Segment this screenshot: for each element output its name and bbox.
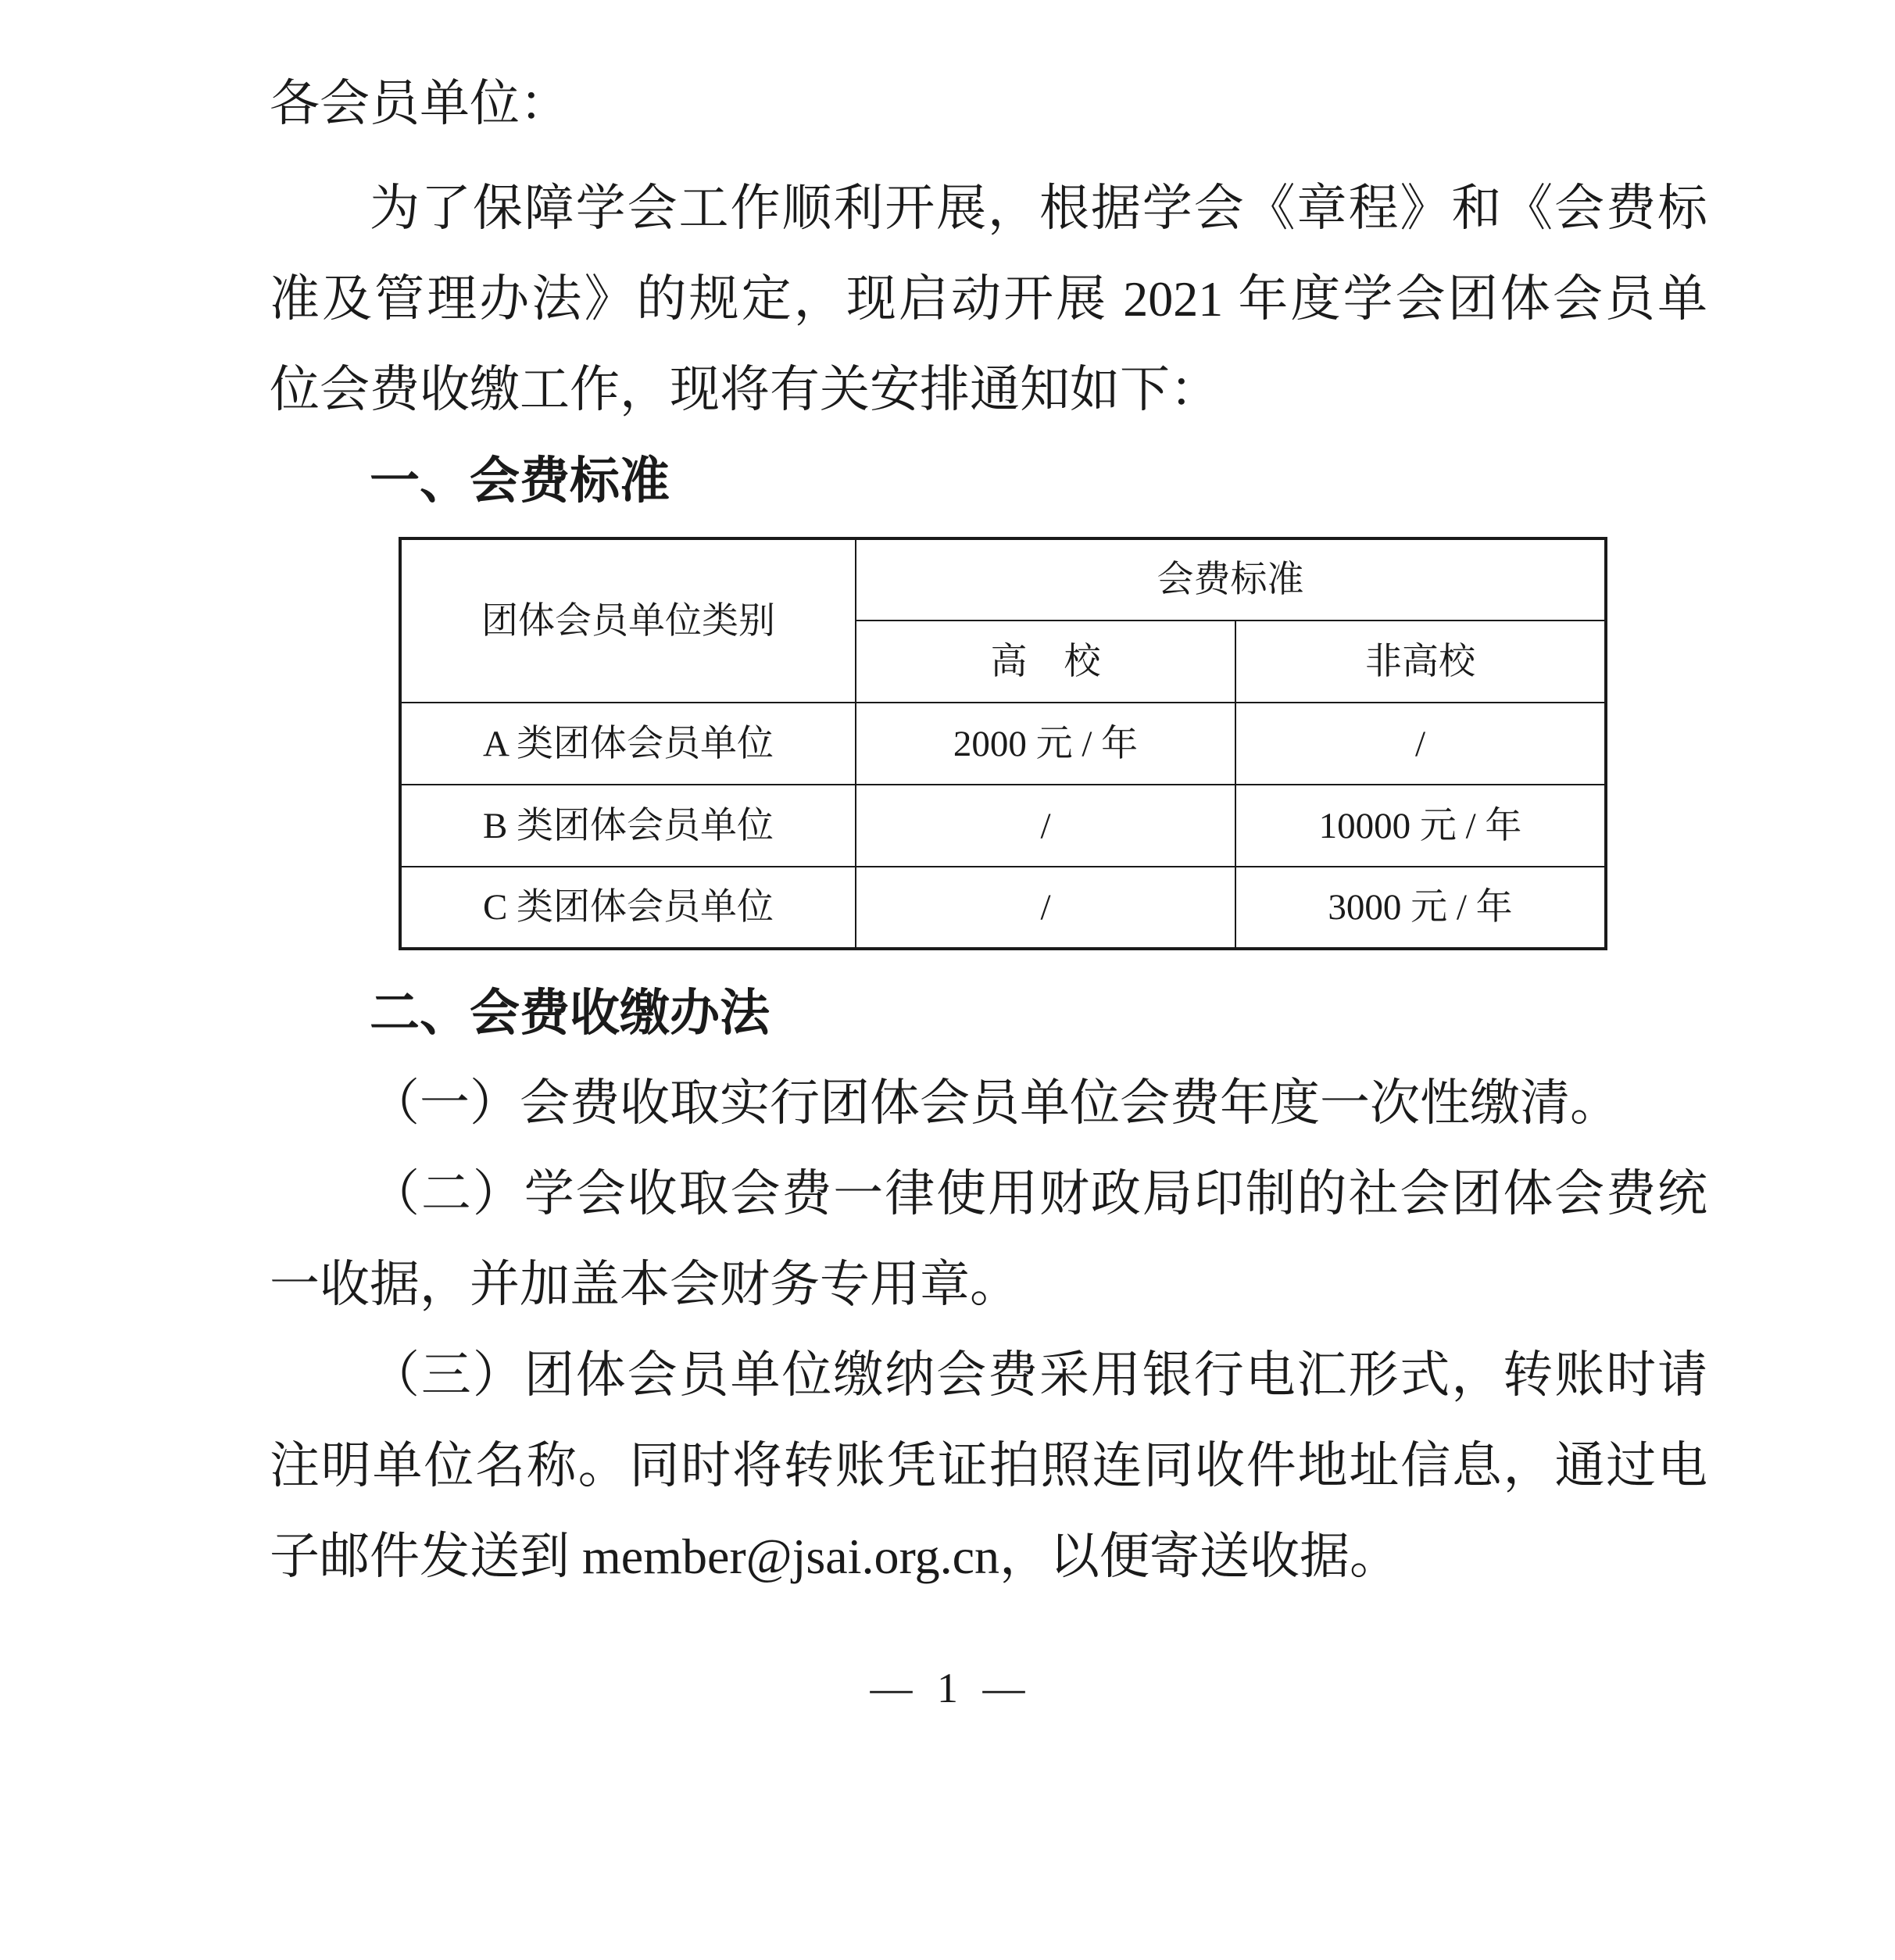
text-line: 为了保障学会工作顺利开展，根据学会《章程》和《会费标 [370,181,1707,236]
text-line: （一）会费收取实行团体会员单位会费年度一次性缴清。 [370,1075,1620,1131]
row-non-university-fee: / [1235,703,1606,785]
text-line: 子邮件发送到 member@jsai.org.cn，以便寄送收据。 [270,1529,1400,1584]
text-line: （二）学会收取会费一律使用财政局印制的社会团体会费统 [370,1166,1707,1221]
table-header-category: 团体会员单位类别 [400,538,856,703]
text-line: 位会费收缴工作，现将有关安排通知如下： [270,362,1220,417]
method-item-2 [270,1149,1707,1330]
text-line: 注明单位名称。同时将转账凭证拍照连同收件地址信息，通过电 [270,1438,1707,1493]
table-row [400,703,1606,785]
table-row [400,867,1606,949]
method-item-1 [270,1058,1707,1149]
text-line: 准及管理办法》的规定，现启动开展 2021 年度学会团体会员单 [270,271,1707,327]
row-category: B 类团体会员单位 [400,785,856,867]
section2-heading: 二、会费收缴办法 [370,985,770,1041]
method-item-3 [270,1330,1707,1602]
row-university-fee: / [856,867,1235,949]
row-non-university-fee: 3000 元 / 年 [1235,867,1606,949]
table-header-row-1 [400,538,1606,621]
row-university-fee: / [856,785,1235,867]
section1-heading: 一、会费标准 [370,452,670,509]
text-line: 一收据，并加盖本会财务专用章。 [270,1257,1020,1312]
page-number: — 1 — [870,1665,1025,1711]
fee-table [399,537,1607,950]
row-category: A 类团体会员单位 [400,703,856,785]
table-row [400,785,1606,867]
row-category: C 类团体会员单位 [400,867,856,949]
table-header-non-university: 非高校 [1235,621,1606,703]
row-non-university-fee: 10000 元 / 年 [1235,785,1606,867]
salutation: 各会员单位： [270,76,570,131]
notice-body [270,59,1707,1602]
table-header-fee-standard: 会费标准 [856,538,1606,621]
table-header-university: 高 校 [856,621,1235,703]
row-university-fee: 2000 元 / 年 [856,703,1235,785]
intro-paragraph [270,163,1707,435]
text-line: （三）团体会员单位缴纳会费采用银行电汇形式，转账时请 [370,1347,1707,1403]
